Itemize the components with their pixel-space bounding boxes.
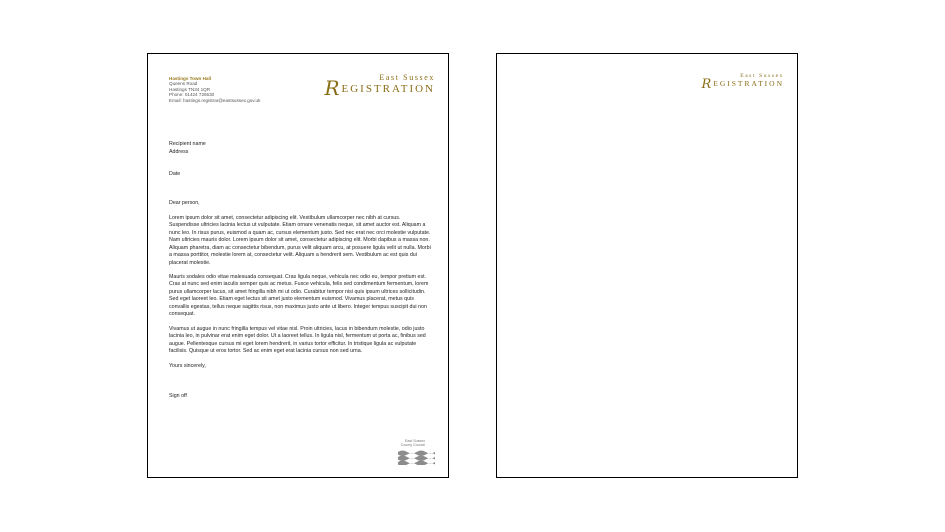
sign-off: Sign off <box>169 393 187 399</box>
letter-page-2 <box>496 53 798 478</box>
registration-logo <box>324 73 435 100</box>
recipient-name: Recipient name <box>169 141 206 147</box>
logo-county-text: East Sussex <box>740 73 784 79</box>
logo-county-text: East Sussex <box>379 73 435 82</box>
letter-page-1 <box>147 53 449 478</box>
logo-initial: R <box>324 76 342 100</box>
county-council-logo <box>398 439 435 465</box>
sender-line: Phone: 01424 726530 <box>169 92 215 98</box>
sender-line: Hastings TN34 1QR <box>169 86 211 92</box>
body-paragraph: Mauris sodales odio vitae malesuada consequat. Cras ligula neque, vehicula nec odio eu, tempor pretium est. Cras at nunc sed enim iaculis semper quis ac metus. Fusce vehicula, felis sed condimentum fermentum, lorem purus ullamcorper lacus, sit amet fringilla nibh mi ut odio. Curabitur tempor nisi quis ipsum ultrices sollicitudin. Sed eget laoreet leo. Etiam eget lectus sit amet justo elementum euismod. Vivamus placerat, metus quis convallis egestas, tellus neque sagittis risus, non maximus justo ante ut libero. Integer tempus suscipit dui non consequat. <box>169 274 429 318</box>
sender-line: Queens Road <box>169 81 198 87</box>
logo-wordmark <box>701 77 784 92</box>
body-paragraph: Lorem ipsum dolor sit amet, consectetur adipiscing elit. Vestibulum ullamcorper nec nibh at cursus. Suspendisse ultricies lacinia lectus ut vulputate. Etiam ornare venenatis neque, sit amet auctor est. Aliquam a nunc leo. In risus purus, euismod a quam ac, cursus elementum justo. Sed nec erat nec orci molestie vulputate. Nam ultricies mauris dolor. Lorem ipsum dolor sit amet, consectetur adipiscing elit. Morbi dapibus a massa non. Aliquam pharetra, diam ac consectetur bibendum, purus velit aliquam arcu, at posuere ligula velit ut nulla. Morbi a massa porttitor, molestie lorem at, consectetur velit. Aliquam a hendrerit sem. Vestibulum ac est quis dui placerat molestie. <box>169 215 431 266</box>
county-council-logo-line2: County Council <box>400 443 425 447</box>
logo-initial: R <box>701 77 714 92</box>
recipient-address: Address <box>169 149 189 155</box>
body-paragraph: Vivamus ut augue in nunc fringilla tempus vel vitae nisl. Proin ultricies, lacus in bibendum molestie, odio justo lacinia leo, in pulvinar erat enim eget dolor. Ut a laoreet tellus. In ligula nisl, fermentum ut porta ac, finibus sed augue. Pellentesque cursus mi eget lorem hendrerit, in varius tortor efficitur. In tristique ligula ac vulputate facilisis. Quisque ut eros tortor. Sed ac enim eget erat lacinia cursus non sed urna. <box>169 326 426 355</box>
registration-logo <box>701 73 784 92</box>
sender-line: Email: hastings.registrar@eastsussex.gov.uk <box>169 97 261 103</box>
waves-icon <box>398 449 435 465</box>
county-council-logo-line1: East Sussex <box>405 439 425 443</box>
logo-wordmark-rest: EGISTRATION <box>341 83 435 95</box>
sender-address-block <box>169 76 260 103</box>
sender-office-name: Hastings Town Hall <box>169 76 212 81</box>
greeting: Dear person, <box>169 200 200 206</box>
logo-wordmark-rest: EGISTRATION <box>713 79 784 88</box>
letter-date: Date <box>169 171 181 177</box>
closing: Yours sincerely, <box>169 363 206 369</box>
